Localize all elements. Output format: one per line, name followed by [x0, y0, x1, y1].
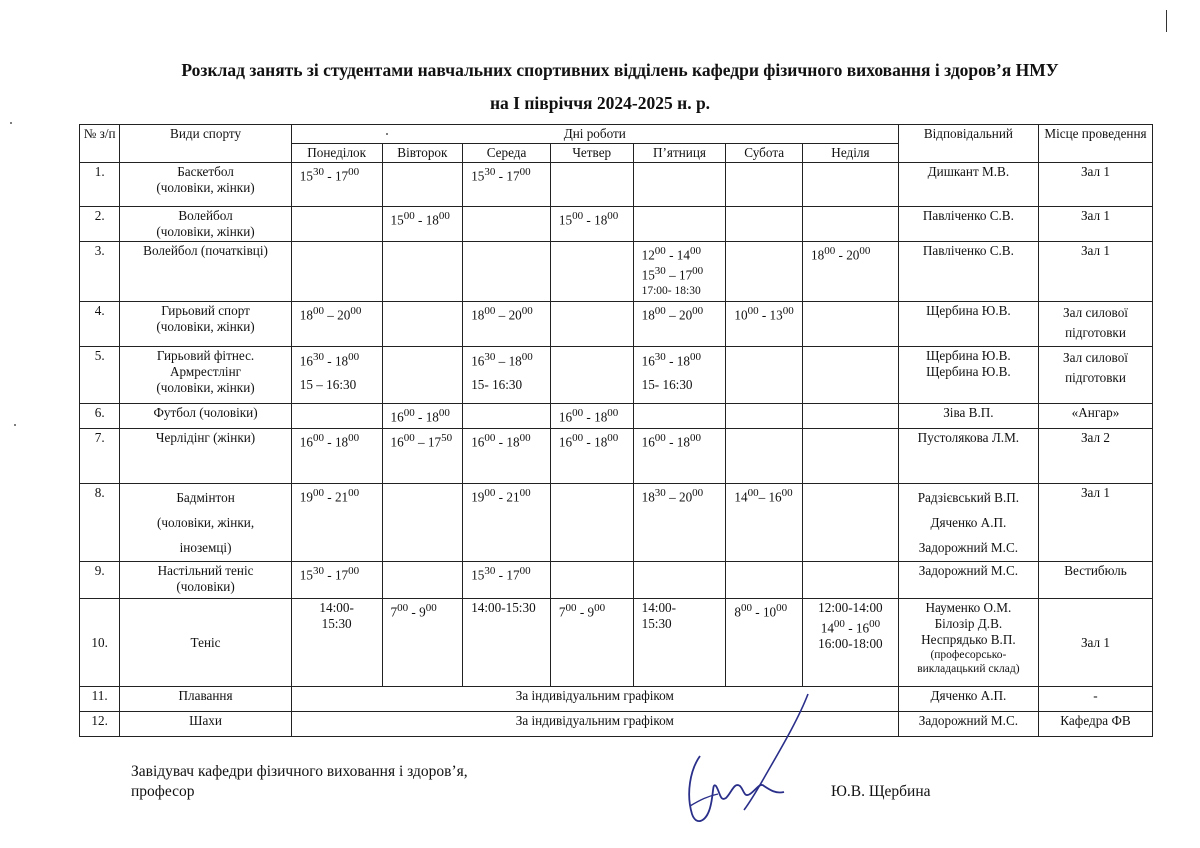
time-slot: 15:30: [321, 616, 352, 631]
row-num: 5.: [80, 347, 120, 404]
header-sport: Види спорту: [120, 125, 291, 163]
row-sport: [120, 404, 291, 429]
time-slot: $16^{00} - 18^{00}$: [641, 432, 701, 450]
row-place: [1038, 404, 1152, 429]
row-sport: [120, 429, 291, 484]
day-cell: [463, 302, 551, 347]
responsible-name: Павліченко С.В.: [922, 208, 1014, 223]
responsible-name: Зіва В.П.: [943, 405, 994, 420]
table-row: [80, 687, 1153, 712]
row-sport: [120, 347, 291, 404]
day-cell: [633, 484, 726, 562]
place-line: Зал 2: [1080, 430, 1111, 445]
time-slot: $16^{00} - 17^{50}$: [390, 432, 453, 450]
row-responsible: [898, 562, 1038, 599]
day-cell: [291, 163, 382, 207]
day-cell: [291, 242, 382, 302]
day-cell: [382, 599, 463, 687]
day-cell: [382, 429, 463, 484]
sport-line: (чоловіки, жінки): [156, 180, 255, 195]
place-line: Зал 1: [1080, 208, 1111, 223]
sport-line: Волейбол: [178, 208, 233, 223]
row-num: 12.: [80, 712, 120, 737]
day-cell: [726, 562, 803, 599]
row-sport: [120, 163, 291, 207]
day-cell: [633, 347, 726, 404]
row-num: 3.: [80, 242, 120, 302]
header-responsible: Відповідальний: [898, 125, 1038, 163]
place-line: Зал силової: [1063, 350, 1128, 365]
day-cell: [726, 163, 803, 207]
day-cell: [382, 302, 463, 347]
sport-line: (чоловіки, жінки): [156, 380, 255, 395]
header-day: Неділя: [803, 144, 899, 163]
header-num: № з/п: [80, 125, 120, 163]
time-slot: $18^{00} - 20^{00}$: [299, 305, 362, 323]
day-cell: [382, 242, 463, 302]
day-cell: [463, 207, 551, 242]
day-cell: [550, 599, 633, 687]
day-cell: [803, 429, 899, 484]
time-slot: $14^{00} - 16^{00}$: [820, 618, 881, 636]
footer-position-line2: професор: [131, 783, 195, 800]
row-sport: [120, 242, 291, 302]
day-cell: [803, 163, 899, 207]
time-slot: $15^{30} - 17^{00}$: [471, 565, 531, 583]
sport-line: (чоловіки, жінки,: [156, 515, 255, 530]
time-slot: $12^{00} - 14^{00}$: [641, 245, 701, 263]
day-cell: [463, 347, 551, 404]
row-sport: [120, 599, 291, 687]
day-cell: [726, 242, 803, 302]
day-cell: [291, 347, 382, 404]
row-num: 11.: [80, 687, 120, 712]
day-cell: [463, 404, 551, 429]
day-cell: [633, 429, 726, 484]
day-cell: [803, 207, 899, 242]
responsible-name: Задорожний М.С.: [918, 563, 1019, 578]
sport-line: (чоловіки): [176, 579, 235, 594]
place-line: Зал 1: [1080, 485, 1111, 500]
time-slot: $19^{00} - 21^{00}$: [299, 487, 360, 505]
day-cell: [803, 484, 899, 562]
sport-line: Волейбол (початківці): [143, 243, 268, 258]
day-cell: [382, 347, 463, 404]
time-slot: 15- 16:30: [641, 377, 693, 393]
day-cell: [726, 404, 803, 429]
schedule-body: [80, 163, 1153, 737]
sport-line: (чоловіки, жінки): [156, 224, 255, 239]
day-cell: [463, 163, 551, 207]
time-slot: 16:00-18:00: [818, 636, 883, 652]
row-sport: [120, 562, 291, 599]
day-cell: [550, 302, 633, 347]
row-num: 4.: [80, 302, 120, 347]
day-cell: [633, 404, 726, 429]
time-slot: $16^{00} - 18^{00}$: [390, 407, 450, 425]
row-responsible: [898, 404, 1038, 429]
day-cell: [633, 163, 726, 207]
responsible-name: Задорожний М.С.: [918, 540, 1019, 555]
row-num: 1.: [80, 163, 120, 207]
header-days-group: Дні роботи: [291, 125, 898, 144]
row-num: 10.: [80, 599, 120, 687]
day-cell: [726, 484, 803, 562]
day-cell: [803, 242, 899, 302]
time-slot: $7^{00} - 9^{00}$: [558, 602, 606, 620]
place-line: Вестибюль: [1064, 563, 1127, 578]
time-slot: $15^{30} - 17^{00}$: [299, 565, 360, 583]
table-row: [80, 429, 1153, 484]
schedule-table: [79, 124, 1153, 737]
place-line: Зал 1: [1080, 634, 1111, 650]
row-responsible: Задорожний М.С.: [898, 712, 1038, 737]
day-cell: [550, 347, 633, 404]
responsible-name: Щербина Ю.В.: [926, 364, 1011, 379]
row-responsible: Дяченко А.П.: [898, 687, 1038, 712]
day-cell: [633, 562, 726, 599]
time-slot: $18^{00} - 20^{00}$: [811, 245, 871, 263]
time-slot: 12:00-14:00: [818, 600, 883, 615]
row-responsible: [898, 242, 1038, 302]
table-row: [80, 347, 1153, 404]
row-sport: [120, 302, 291, 347]
row-responsible: [898, 302, 1038, 347]
day-cell: [550, 242, 633, 302]
row-sport: [120, 484, 291, 562]
time-slot: $16^{00} - 18^{00}$: [471, 432, 531, 450]
row-num: 2.: [80, 207, 120, 242]
day-cell: [726, 302, 803, 347]
responsible-name: Білозір Д.В.: [934, 616, 1003, 631]
day-cell: [550, 163, 633, 207]
time-slot: $15^{30} - 17^{00}$: [471, 166, 531, 184]
row-place: [1038, 207, 1152, 242]
row-responsible: [898, 484, 1038, 562]
day-cell: [291, 599, 382, 687]
time-slot: $16^{30} - 18^{00}$: [641, 351, 701, 369]
header-place: Місце проведення: [1038, 125, 1152, 163]
sport-line: Настільний теніс: [157, 563, 254, 578]
responsible-name: Неспрядько В.П.: [921, 632, 1016, 647]
table-row: [80, 404, 1153, 429]
row-place: [1038, 347, 1152, 404]
place-line: підготовки: [1065, 370, 1126, 385]
day-cell: [382, 404, 463, 429]
header-day: Понеділок: [291, 144, 382, 163]
time-slot: $19^{00} - 21^{00}$: [471, 487, 531, 505]
signature-icon: [660, 690, 840, 835]
time-slot: $16^{00} - 18^{00}$: [558, 432, 619, 450]
place-line: Зал 1: [1080, 243, 1111, 258]
time-slot: $10^{00} - 13^{00}$: [734, 305, 794, 323]
day-cell: [463, 242, 551, 302]
header-day: Субота: [726, 144, 803, 163]
time-slot: $18^{30} - 20^{00}$: [641, 487, 704, 505]
day-cell: [291, 207, 382, 242]
document-title: Розклад занять зі студентами навчальних спортивних відділень кафедри фізичного виховання і здоров’я НМУ: [181, 60, 1059, 80]
sport-line: Гирьовий фітнес.: [156, 348, 255, 363]
table-row: [80, 599, 1153, 687]
day-cell: [550, 207, 633, 242]
header-day: Вівторок: [382, 144, 463, 163]
scan-edge-mark: [1166, 10, 1167, 32]
table-row: [80, 163, 1153, 207]
place-line: «Ангар»: [1071, 405, 1120, 420]
day-cell: [550, 562, 633, 599]
row-sport: Шахи: [120, 712, 291, 737]
time-slot: 14:00-: [319, 600, 354, 615]
time-slot: $15^{30} - 17^{00}$: [641, 265, 704, 283]
scan-speck: [10, 122, 12, 124]
day-cell: [803, 302, 899, 347]
row-responsible: [898, 347, 1038, 404]
responsible-name: Науменко О.М.: [925, 600, 1012, 615]
table-row: [80, 484, 1153, 562]
row-responsible: [898, 163, 1038, 207]
day-cell: [291, 302, 382, 347]
responsible-note: (професорсько-викладацький склад): [917, 649, 1020, 675]
day-cell: [550, 484, 633, 562]
footer-position-line1: Завідувач кафедри фізичного виховання і здоров’я,: [131, 763, 468, 780]
responsible-name: Дяченко А.П.: [930, 515, 1007, 530]
header-day: Середа: [463, 144, 551, 163]
row-responsible: [898, 429, 1038, 484]
table-row: [80, 302, 1153, 347]
time-slot: $18^{00} - 20^{00}$: [641, 305, 704, 323]
row-sport: [120, 207, 291, 242]
row-place: Кафедра ФВ: [1038, 712, 1152, 737]
row-schedule: За індивідуальним графіком: [291, 687, 898, 712]
time-slot: $18^{00} - 20^{00}$: [471, 305, 533, 323]
table-row: [80, 242, 1153, 302]
row-num: 9.: [80, 562, 120, 599]
table-row: [80, 712, 1153, 737]
day-cell: [633, 207, 726, 242]
row-place: [1038, 429, 1152, 484]
day-cell: [726, 429, 803, 484]
row-place: [1038, 562, 1152, 599]
row-num: 7.: [80, 429, 120, 484]
day-cell: [803, 562, 899, 599]
time-slot: $16^{30} - 18^{00}$: [471, 351, 533, 369]
day-cell: [463, 562, 551, 599]
time-slot: $16^{00} - 18^{00}$: [558, 407, 619, 425]
responsible-name: Пустолякова Л.М.: [917, 430, 1020, 445]
sport-line: іноземці): [179, 540, 232, 555]
day-cell: [726, 599, 803, 687]
day-cell: [726, 347, 803, 404]
responsible-name: Щербина Ю.В.: [926, 348, 1011, 363]
sport-line: Гирьовий спорт: [161, 303, 250, 318]
time-slot: $16^{00} - 18^{00}$: [299, 432, 360, 450]
sport-line: Армрестлінг: [170, 364, 242, 379]
day-cell: [550, 429, 633, 484]
time-slot: $7^{00} - 9^{00}$: [390, 602, 437, 620]
day-cell: [291, 429, 382, 484]
row-place: [1038, 302, 1152, 347]
header-day: Четвер: [550, 144, 633, 163]
day-cell: [463, 484, 551, 562]
place-line: Зал силової: [1063, 305, 1128, 320]
day-cell: [291, 404, 382, 429]
day-cell: [382, 562, 463, 599]
day-cell: [291, 484, 382, 562]
day-cell: [633, 599, 726, 687]
row-place: -: [1038, 687, 1152, 712]
time-slot: $8^{00} - 10^{00}$: [734, 602, 788, 620]
sport-line: Баскетбол: [177, 164, 234, 179]
sport-line: Футбол (чоловіки): [153, 405, 258, 420]
row-schedule: За індивідуальним графіком: [291, 712, 898, 737]
time-slot: 14:00-: [641, 600, 677, 615]
time-slot: $15^{00} - 18^{00}$: [390, 210, 450, 228]
row-num: 6.: [80, 404, 120, 429]
scan-speck: [14, 424, 16, 426]
row-responsible: [898, 207, 1038, 242]
day-cell: [291, 562, 382, 599]
day-cell: [463, 599, 551, 687]
sport-line: (чоловіки, жінки): [156, 319, 255, 334]
table-row: [80, 207, 1153, 242]
sport-line: Бадмінтон: [176, 490, 235, 505]
document-subtitle: на І півріччя 2024-2025 н. р.: [489, 93, 711, 113]
day-cell: [382, 207, 463, 242]
day-cell: [803, 347, 899, 404]
table-row: [80, 562, 1153, 599]
time-slot: 17:00- 18:30: [641, 284, 701, 297]
day-cell: [463, 429, 551, 484]
time-slot: 15- 16:30: [471, 377, 523, 393]
time-slot: $15^{30} - 17^{00}$: [299, 166, 360, 184]
responsible-name: Павліченко С.В.: [922, 243, 1014, 258]
row-place: [1038, 484, 1152, 562]
place-line: Зал 1: [1080, 164, 1111, 179]
day-cell: [382, 484, 463, 562]
day-cell: [633, 302, 726, 347]
time-slot: 15 – 16:30: [299, 377, 357, 393]
sport-line: Теніс: [190, 634, 221, 650]
responsible-name: Радзієвський В.П.: [917, 490, 1020, 505]
time-slot: $15^{00} - 18^{00}$: [558, 210, 619, 228]
header-day: П’ятниця: [633, 144, 726, 163]
day-cell: [633, 242, 726, 302]
row-responsible: [898, 599, 1038, 687]
row-num: 8.: [80, 484, 120, 562]
day-cell: [726, 207, 803, 242]
sport-line: Черлідінг (жінки): [155, 430, 256, 445]
day-cell: [803, 599, 899, 687]
responsible-name: Дишкант М.В.: [927, 164, 1010, 179]
time-slot: $14^{00}-$ $16^{00}$: [734, 487, 793, 505]
day-cell: [382, 163, 463, 207]
row-place: [1038, 599, 1152, 687]
row-place: [1038, 242, 1152, 302]
day-cell: [550, 404, 633, 429]
time-slot: $16^{30} - 18^{00}$: [299, 351, 360, 369]
day-cell: [803, 404, 899, 429]
footer-name: Ю.В. Щербина: [831, 783, 931, 800]
time-slot: 14:00-15:30: [471, 600, 536, 615]
row-sport: Плавання: [120, 687, 291, 712]
responsible-name: Щербина Ю.В.: [926, 303, 1011, 318]
place-line: підготовки: [1065, 325, 1126, 340]
time-slot: 15:30: [641, 616, 672, 631]
row-place: [1038, 163, 1152, 207]
